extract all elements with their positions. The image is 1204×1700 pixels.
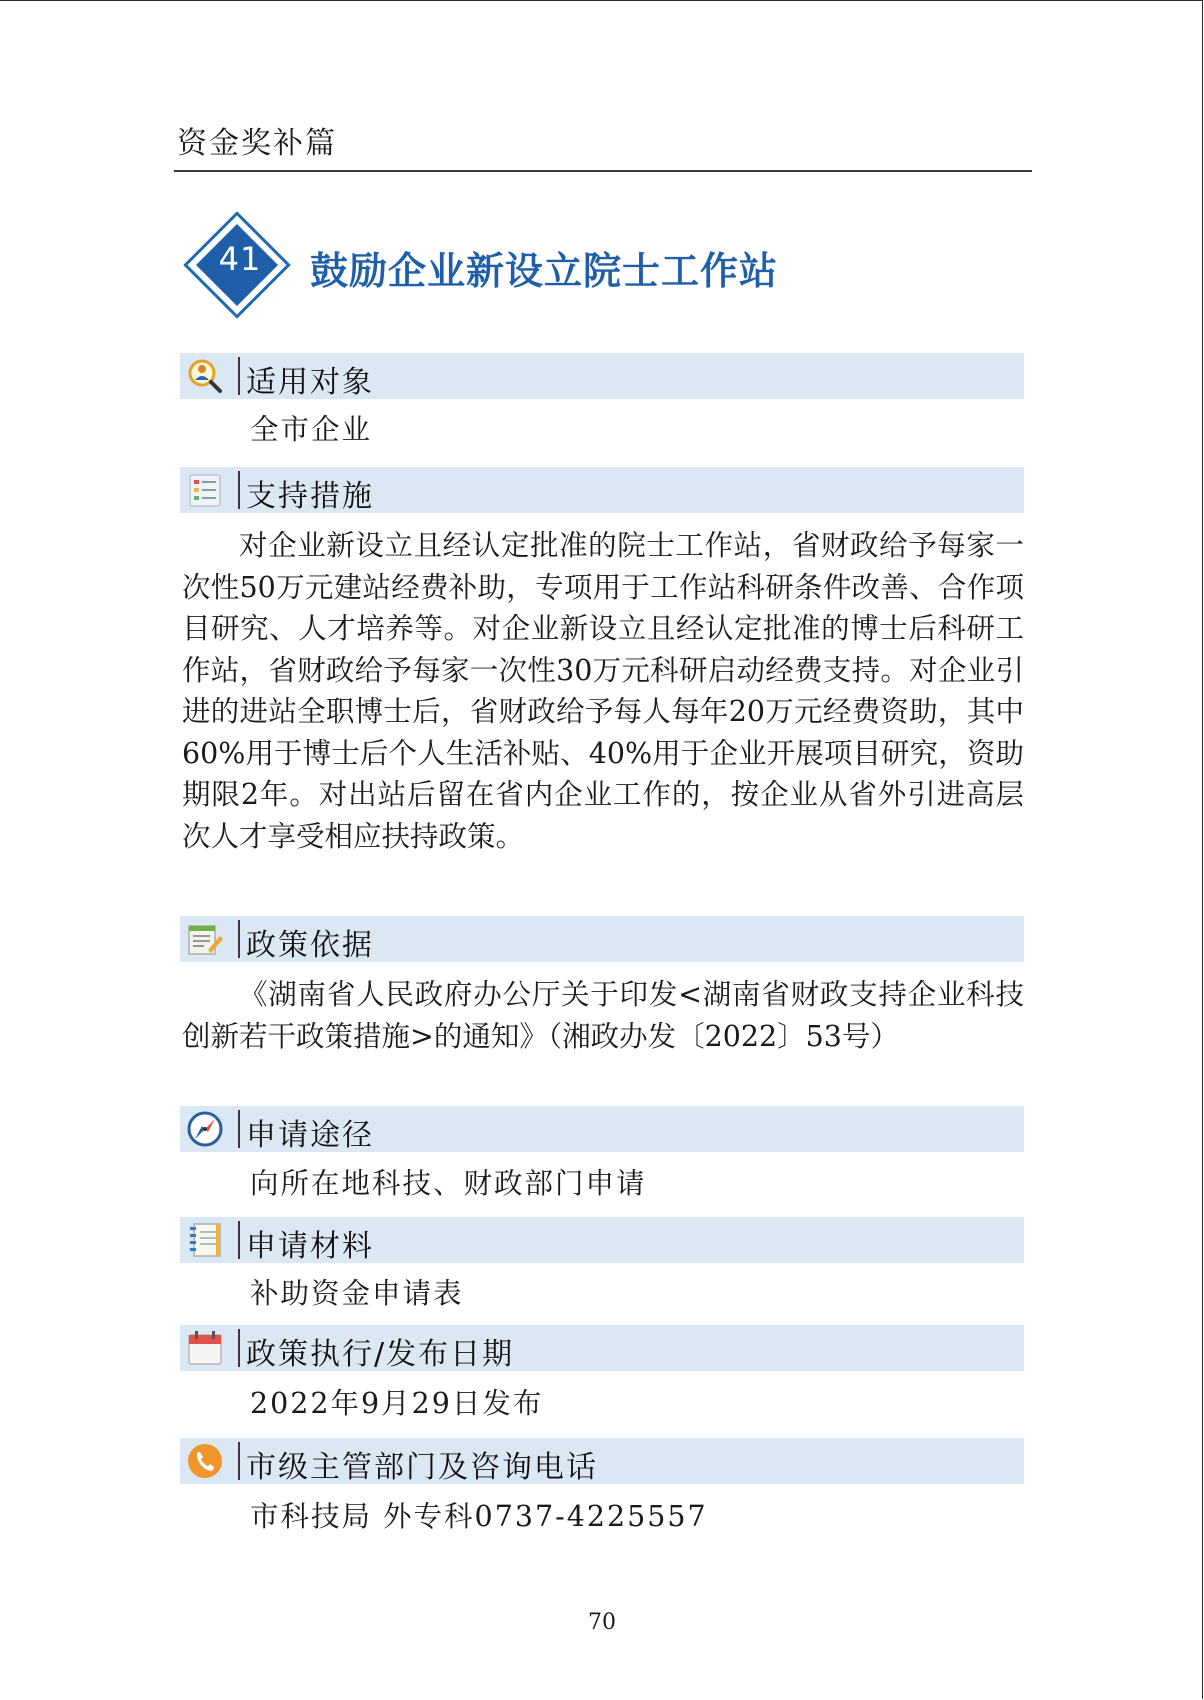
channel-text: 向所在地科技、财政部门申请 [250,1167,647,1200]
section-target-header [180,353,1024,399]
checklist-icon [186,471,224,509]
section-divider [238,357,240,395]
section-divider [238,920,240,958]
compass-icon [186,1110,224,1148]
calendar-icon [186,1329,224,1367]
section-title: 市级主管部门及咨询电话 [246,1450,598,1485]
header-rule [174,170,1032,172]
section-title: 适用对象 [246,365,374,400]
phone-icon [186,1442,224,1480]
section-divider [238,1221,240,1259]
section-title: 申请材料 [246,1229,374,1264]
page-number: 70 [588,1610,616,1635]
basis-text: 《湖南省人民政府办公厅关于印发<湖南省财政支持企业科技创新若干政策措施>的通知》（湘政办发〔2022〕53号） [182,978,1024,1053]
materials-text: 补助资金申请表 [250,1277,464,1310]
section-divider [238,1110,240,1148]
section-target-content [182,410,1024,450]
policy-number: 41 [218,240,262,278]
target-text: 全市企业 [250,413,373,446]
section-basis-content [182,974,1024,1057]
section-basis-header [180,916,1024,962]
section-title: 申请途径 [246,1118,374,1153]
section-title: 政策执行/发布日期 [246,1337,515,1372]
contact-text: 市科技局 外专科0737-4225557 [250,1500,708,1533]
policy-title-text: 鼓励企业新设立院士工作站 [310,248,779,293]
section-materials-header [180,1217,1024,1263]
section-date-header [180,1325,1024,1371]
date-text: 2022年9月29日发布 [250,1387,544,1420]
section-materials-content [182,1274,1024,1314]
section-contact-content [182,1497,1024,1537]
section-date-content [182,1384,1024,1424]
running-header: 资金奖补篇 [177,126,337,161]
section-contact-header [180,1438,1024,1484]
notebook-icon [186,1221,224,1259]
section-channel-header [180,1106,1024,1152]
document-pen-icon [186,920,224,958]
measures-text: 对企业新设立且经认定批准的院士工作站，省财政给予每家一次性50万元建站经费补助，专项用于工作站科研条件改善、合作项目研究、人才培养等。对企业新设立且经认定批准的博士后科研工作站，省财政给予每家一次性30万元科研启动经费支持。对企业引进的进站全职博士后，省财政给予每人每年20万元经费资助，其中60%用于博士后个人生活补贴、40%用于企业开展项目研究，资助期限2年。对出站后留在省内企业工作的，按企业从省外引进高层次人才享受相应扶持政策。 [182,529,1024,853]
section-divider [238,1329,240,1367]
section-divider [238,1442,240,1480]
section-measures-header [180,467,1024,513]
search-person-icon [186,357,224,395]
section-divider [238,471,240,509]
section-title: 支持措施 [246,479,374,514]
section-title: 政策依据 [246,928,374,963]
section-measures-content [182,525,1024,857]
section-channel-content [182,1164,1024,1204]
